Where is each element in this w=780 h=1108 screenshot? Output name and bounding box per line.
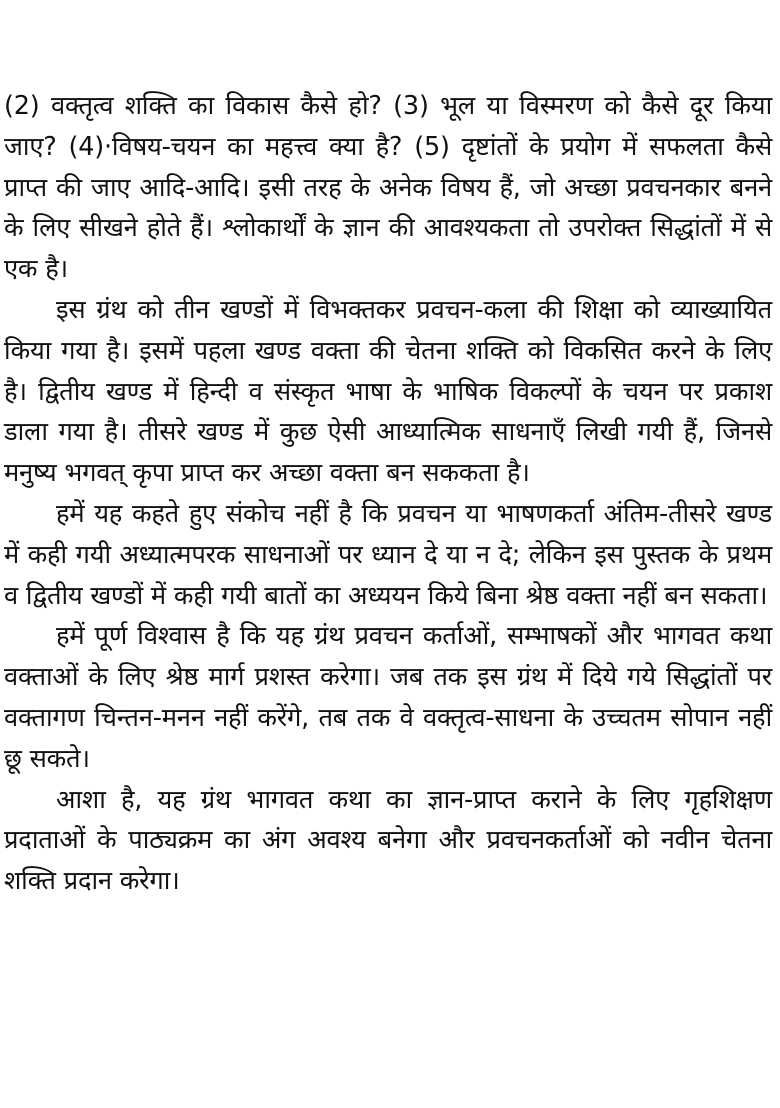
- paragraph-hope: आशा है, यह ग्रंथ भागवत कथा का ज्ञान-प्राप्त कराने के लिए गृहशिक्षण प्रदाताओं के पाठ्यक्रम का अंग अवश्य बनेगा और प्रवचनकर्ताओं को नवीन चेतना शक्ति प्रदान करेगा।: [4, 784, 772, 897]
- paragraph-importance: हमें यह कहते हुए संकोच नहीं है कि प्रवचन या भाषणकर्ता अंतिम-तीसरे खण्ड में कही गयी अध्यात्मपरक साधनाओं पर ध्यान दे या न दे; लेकिन इस पुस्तक के प्रथम व द्वितीय खण्डों में कही गयी बातों का अध्ययन किये बिना श्रेष्ठ वक्ता नहीं बन सकता।: [4, 498, 772, 611]
- paragraph-book-structure: इस ग्रंथ को तीन खण्डों में विभक्तकर प्रवचन-कला की शिक्षा को व्याख्यायित किया गया है। इसमें पहला खण्ड वक्ता की चेतना शक्ति को विकसित करने के लिए है। द्वितीय खण्ड में हिन्दी व संस्कृत भाषा के भाषिक विकल्पों के चयन पर प्रकाश डाला गया है। तीसरे खण्ड में कुछ ऐसी आध्यात्मिक साधनाएँ लिखी गयी हैं, जिनसे मनुष्य भगवत् कृपा प्राप्त कर अच्छा वक्ता बन सककता है।: [4, 294, 772, 489]
- paragraph-confidence: हमें पूर्ण विश्वास है कि यह ग्रंथ प्रवचन कर्ताओं, सम्भाषकों और भागवत कथा वक्ताओं के लिए श्रेष्ठ मार्ग प्रशस्त करेगा। जब तक इस ग्रंथ में दिये गये सिद्धांतों पर वक्तागण चिन्तन-मनन नहीं करेंगे, तब तक वे वक्तृत्व-साधना के उच्चतम सोपान नहीं छू सकते।: [4, 621, 772, 774]
- document-page: [0, 86, 780, 902]
- paragraph-topics-list: (2) वक्तृत्व शक्ति का विकास कैसे हो? (3) भूल या विस्मरण को कैसे दूर किया जाए? (4)·विषय-चयन का महत्त्व क्या है? (5) दृष्टांतों के प्रयोग में सफलता कैसे प्राप्त की जाए आदि-आदि। इसी तरह के अनेक विषय हैं, जो अच्छा प्रवचनकार बनने के लिए सीखने होते हैं। श्लोकार्थों के ज्ञान की आवश्यकता तो उपरोक्त सिद्धांतों में से एक है।: [4, 91, 772, 285]
